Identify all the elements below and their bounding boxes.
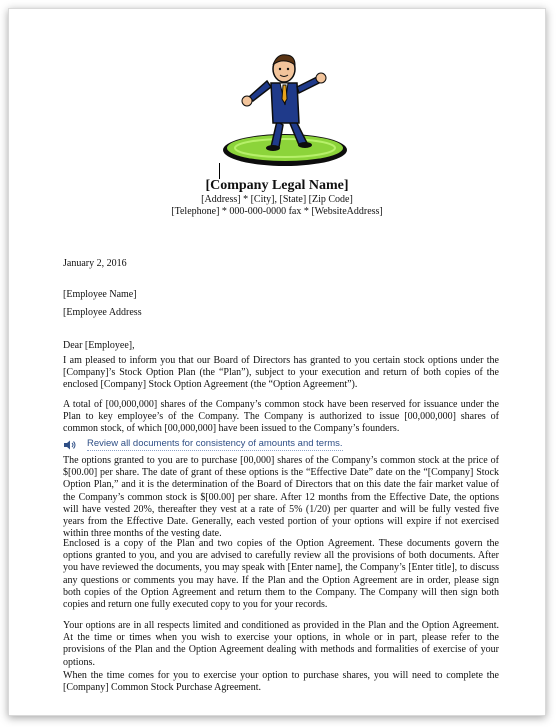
review-tip[interactable] xyxy=(63,438,343,451)
paragraph-enclosed-documents: Enclosed is a copy of the Plan and two copies of the Option Agreement. These documents govern the options granted to you, and you are advised to carefully review all the provisions of both documents. After you have reviewed the documents, you may speak with [Enter name], the Company’s [Enter title], to discuss any questions or comments you may have. If the Plan and the Option Agreement are in order, please sign both copies of the Option Agreement and return them to the Company. The Company will then sign both copies and return one fully executed copy to you for your records. xyxy=(63,538,499,611)
review-tip-text: Review all documents for consistency of amounts and terms. xyxy=(87,438,343,449)
address-line: [Address] * [City], [State] [Zip Code] xyxy=(201,194,353,205)
contact-line: [Telephone] * 000-000-0000 fax * [WebsiteAddress] xyxy=(171,206,383,217)
paragraph-option-terms: The options granted to you are to purchase [00,000] shares of the Company’s common stock at the price of $[00.00] per share. The date of grant of these options is the “Effective Date” date on the “[Company] Stock Option Plan,” and it is the determination of the Board of Directors that on this date the fair market value of the Company’s common stock is $[00.00] per share. After 12 months from the Effective Date, the options will have vested 20%, thereafter they vest at a rate of 5% (1/20) per quarter and will be fully vested five years from the Effective Date. Generally, each vested portion of your options will expire if not exercised within three months of the vesting date. xyxy=(63,455,499,540)
paragraph-exercise-conditions: Your options are in all respects limited and conditioned as provided in the Plan and the Option Agreement. At the time or times when you wish to exercise your options, in whole or in part, please refer to the provisions of the Plan and the Option Agreement dealing with methods and formalities of exercise of your options. xyxy=(63,620,499,668)
salutation: Dear [Employee], xyxy=(63,340,135,351)
paragraph-shares-reserved: A total of [00,000,000] shares of the Company’s common stock have been reserved for issuance under the Plan to key employee’s of the Company. The Company is authorized to issue [00,000,000] shares of common stock, of which [00,000,000] have been issued to the Company’s founders. xyxy=(63,399,499,435)
company-name: [Company Legal Name] xyxy=(205,178,349,193)
speaker-tip-icon xyxy=(63,440,77,450)
letter-date: January 2, 2016 xyxy=(63,258,127,269)
paragraph-grant: I am pleased to inform you that our Board of Directors has granted to you certain stock options under the [Company]’s Stock Option Plan (the “Plan”), subject to your execution and return of both copies of the enclosed [Company] Stock Option Agreement (the “Option Agreement”). xyxy=(63,355,499,391)
document-page xyxy=(8,8,546,716)
letterhead xyxy=(9,177,545,218)
paragraph-purchase-agreement: When the time comes for you to exercise your option to purchase shares, you will need to complete the [Company] Common Stock Purchase Agreement. xyxy=(63,670,499,694)
recipient-address: [Employee Address xyxy=(63,307,142,318)
surfer-logo-icon xyxy=(219,47,353,179)
recipient-name: [Employee Name] xyxy=(63,289,137,300)
